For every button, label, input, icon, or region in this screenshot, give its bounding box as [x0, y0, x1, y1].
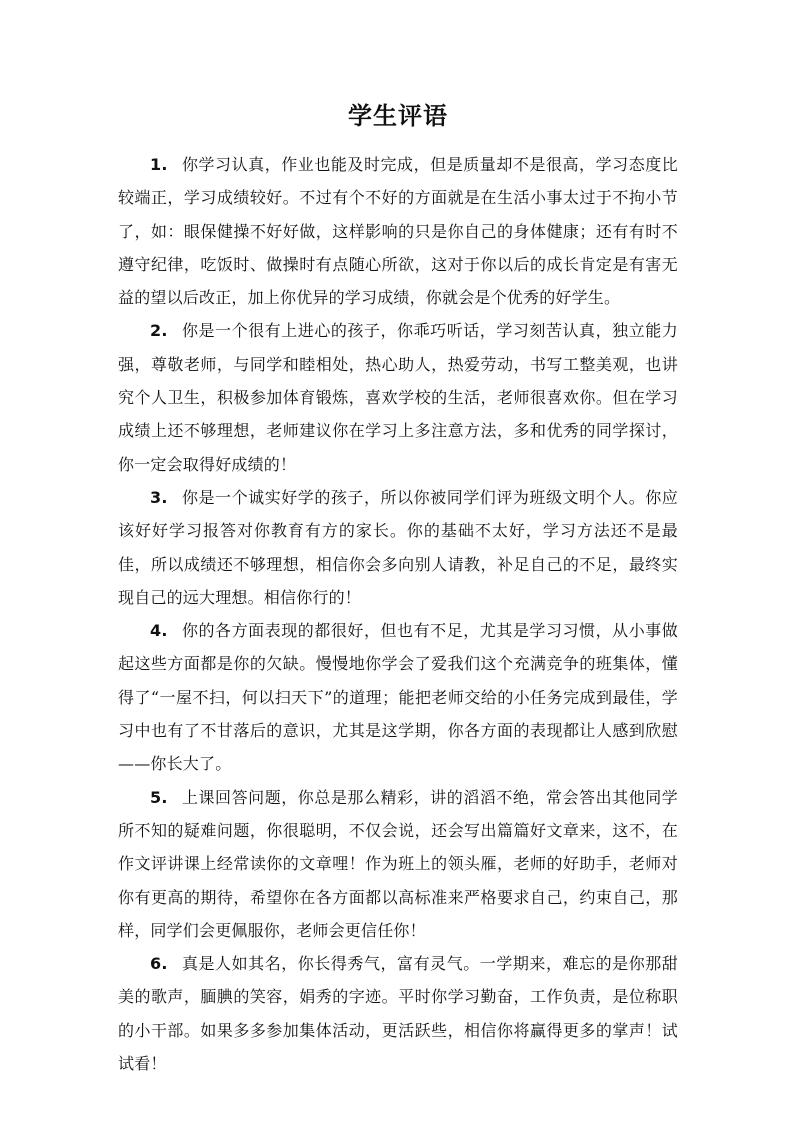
entry-text: 你学习认真，作业也能及时完成，但是质量却不是很高，学习态度比较端正，学习成绩较好。不过有个不好的方面就是在生活小事太过于不拘小节了，如：眼保健操不好好做，这样影响的只是你自己的身体健康；还有有时不遵守纪律，吃饭时、做操时有点随心所欲，这对于你以后的成长肯定是有害无益的望以后改正，加上你优异的学习成绩，你就会是个优秀的好学生。 [118, 155, 678, 308]
document-title: 学生评语 [348, 102, 448, 130]
entry-number: 6. [150, 954, 168, 974]
entry-text: 真是人如其名，你长得秀气，富有灵气。一学期来，难忘的是你那甜美的歌声，腼腆的笑容，娟秀的字迹。平时你学习勤奋，工作负责，是位称职的小干部。如果多多参加集体活动，更活跃些，相信你将赢得更多的掌声！试试看！ [118, 954, 678, 1074]
comment-entry-1 [118, 148, 678, 314]
comment-entry-5 [118, 781, 678, 947]
comment-entry-6 [118, 947, 678, 1080]
entry-text: 你的各方面表现的都很好，但也有不足，尤其是学习习惯，从小事做起这些方面都是你的欠缺。慢慢地你学会了爱我们这个充满竞争的班集体，懂得了“一屋不扫，何以扫天下”的道理；能把老师交给的小任务完成到最佳，学习中也有了不甘落后的意识，尤其是这学期，你各方面的表现都让人感到欣慰——你长大了。 [118, 621, 678, 774]
comment-entry-2 [118, 314, 678, 480]
entry-number: 5. [150, 787, 168, 807]
entry-text: 上课回答问题，你总是那么精彩，讲的滔滔不绝，常会答出其他同学所不知的疑难问题，你很聪明，不仅会说，还会写出篇篇好文章来，这不，在作文评讲课上经常读你的文章哩！作为班上的领头雁，老师的好助手，老师对你有更高的期待，希望你在各方面都以高标准来严格要求自己，约束自己，那样，同学们会更佩服你，老师会更信任你！ [118, 787, 678, 940]
comment-entry-3 [118, 481, 678, 614]
comment-entry-4 [118, 614, 678, 780]
entry-text: 你是一个诚实好学的孩子，所以你被同学们评为班级文明个人。你应该好好学习报答对你教育有方的家长。你的基础不太好，学习方法还不是最佳，所以成绩还不够理想，相信你会多向别人请教，补足自己的不足，最终实现自己的远大理想。相信你行的！ [118, 487, 678, 607]
entry-number: 2. [150, 321, 168, 341]
entry-number: 4. [150, 621, 168, 641]
entry-number: 3. [150, 487, 168, 507]
entry-number: 1. [150, 155, 168, 174]
entry-text: 你是一个很有上进心的孩子，你乖巧听话，学习刻苦认真，独立能力强，尊敬老师，与同学和睦相处，热心助人，热爱劳动，书写工整美观，也讲究个人卫生，积极参加体育锻炼，喜欢学校的生活，老师很喜欢你。但在学习成绩上还不够理想，老师建议你在学习上多注意方法，多和优秀的同学探讨，你一定会取得好成绩的！ [118, 321, 678, 474]
